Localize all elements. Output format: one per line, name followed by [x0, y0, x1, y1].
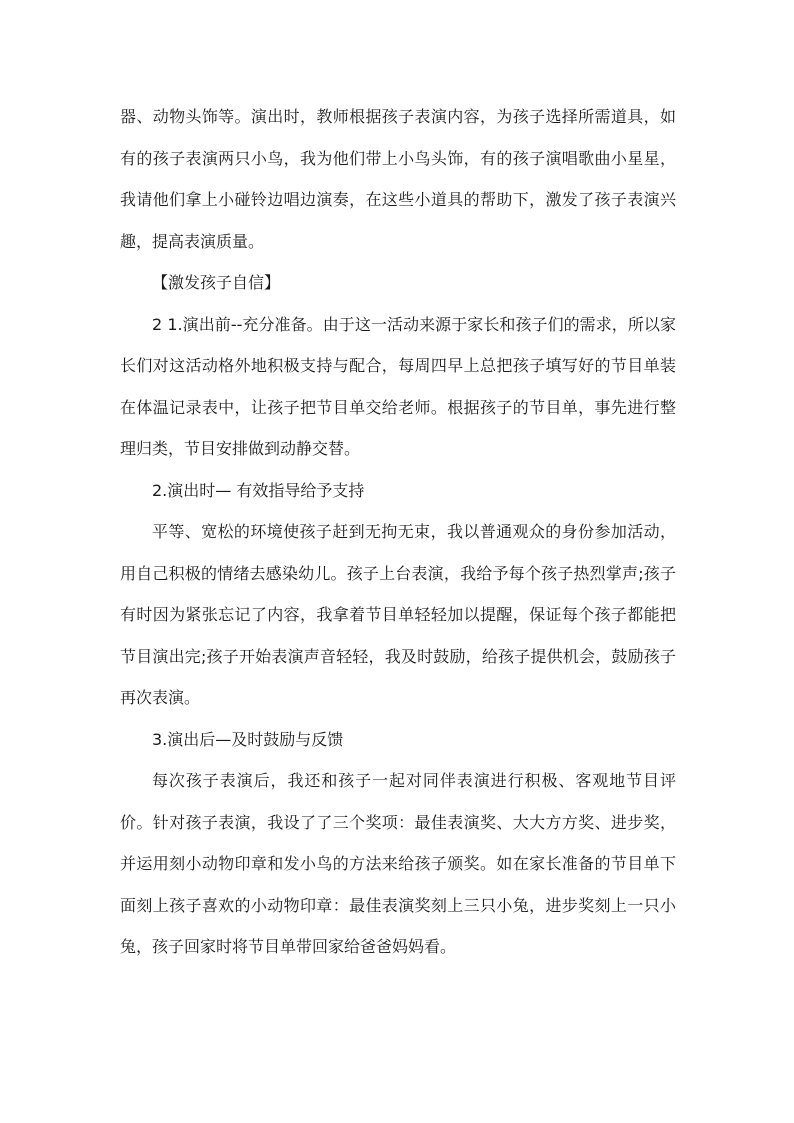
paragraph-after-performance: 每次孩子表演后，我还和孩子一起对同伴表演进行积极、客观地节目评价。针对孩子表演，我设了了三个奖项：最佳表演奖、大大方方奖、进步奖，并运用刻小动物印章和发小鸟的方法来给孩子颁奖。如在家长准备的节目单下面刻上孩子喜欢的小动物印章：最佳表演奖刻上三只小兔，进步奖刻上一只小兔，孩子回家时将节目单带回家给爸爸妈妈看。: [120, 771, 676, 956]
document-body: [120, 96, 676, 968]
section-heading-confidence: 【激发孩子自信】: [152, 273, 281, 292]
paragraph-props-continuation: 器、动物头饰等。演出时，教师根据孩子表演内容，为孩子选择所需道具，如有的孩子表演两只小鸟，我为他们带上小鸟头饰，有的孩子演唱歌曲小星星，我请他们拿上小碰铃边唱边演奏，在这些小道具的帮助下，激发了孩子表演兴趣，提高表演质量。: [120, 107, 676, 251]
subheading-after-performance: 3.演出后—及时鼓励与反馈: [152, 729, 344, 749]
paragraph-before-performance: 2 1.演出前--充分准备。由于这一活动来源于家长和孩子们的需求，所以家长们对这活动格外地积极支持与配合，每周四早上总把孩子填写好的节目单装在体温记录表中，让孩子把节目单交给老师。根据孩子的节目单，事先进行整理归类，节目安排做到动静交替。: [120, 314, 676, 458]
paragraph-during-performance: 平等、宽松的环境使孩子赶到无拘无束，我以普通观众的身份参加活动，用自己积极的情绪去感染幼儿。孩子上台表演，我给予每个孩子热烈掌声;孩子有时因为紧张忘记了内容，我拿着节目单轻轻加以提醒，保证每个孩子都能把节目演出完;孩子开始表演声音轻轻，我及时鼓励，给孩子提供机会，鼓励孩子再次表演。: [120, 522, 676, 707]
subheading-during-performance: 2.演出时— 有效指导给予支持: [152, 480, 365, 500]
